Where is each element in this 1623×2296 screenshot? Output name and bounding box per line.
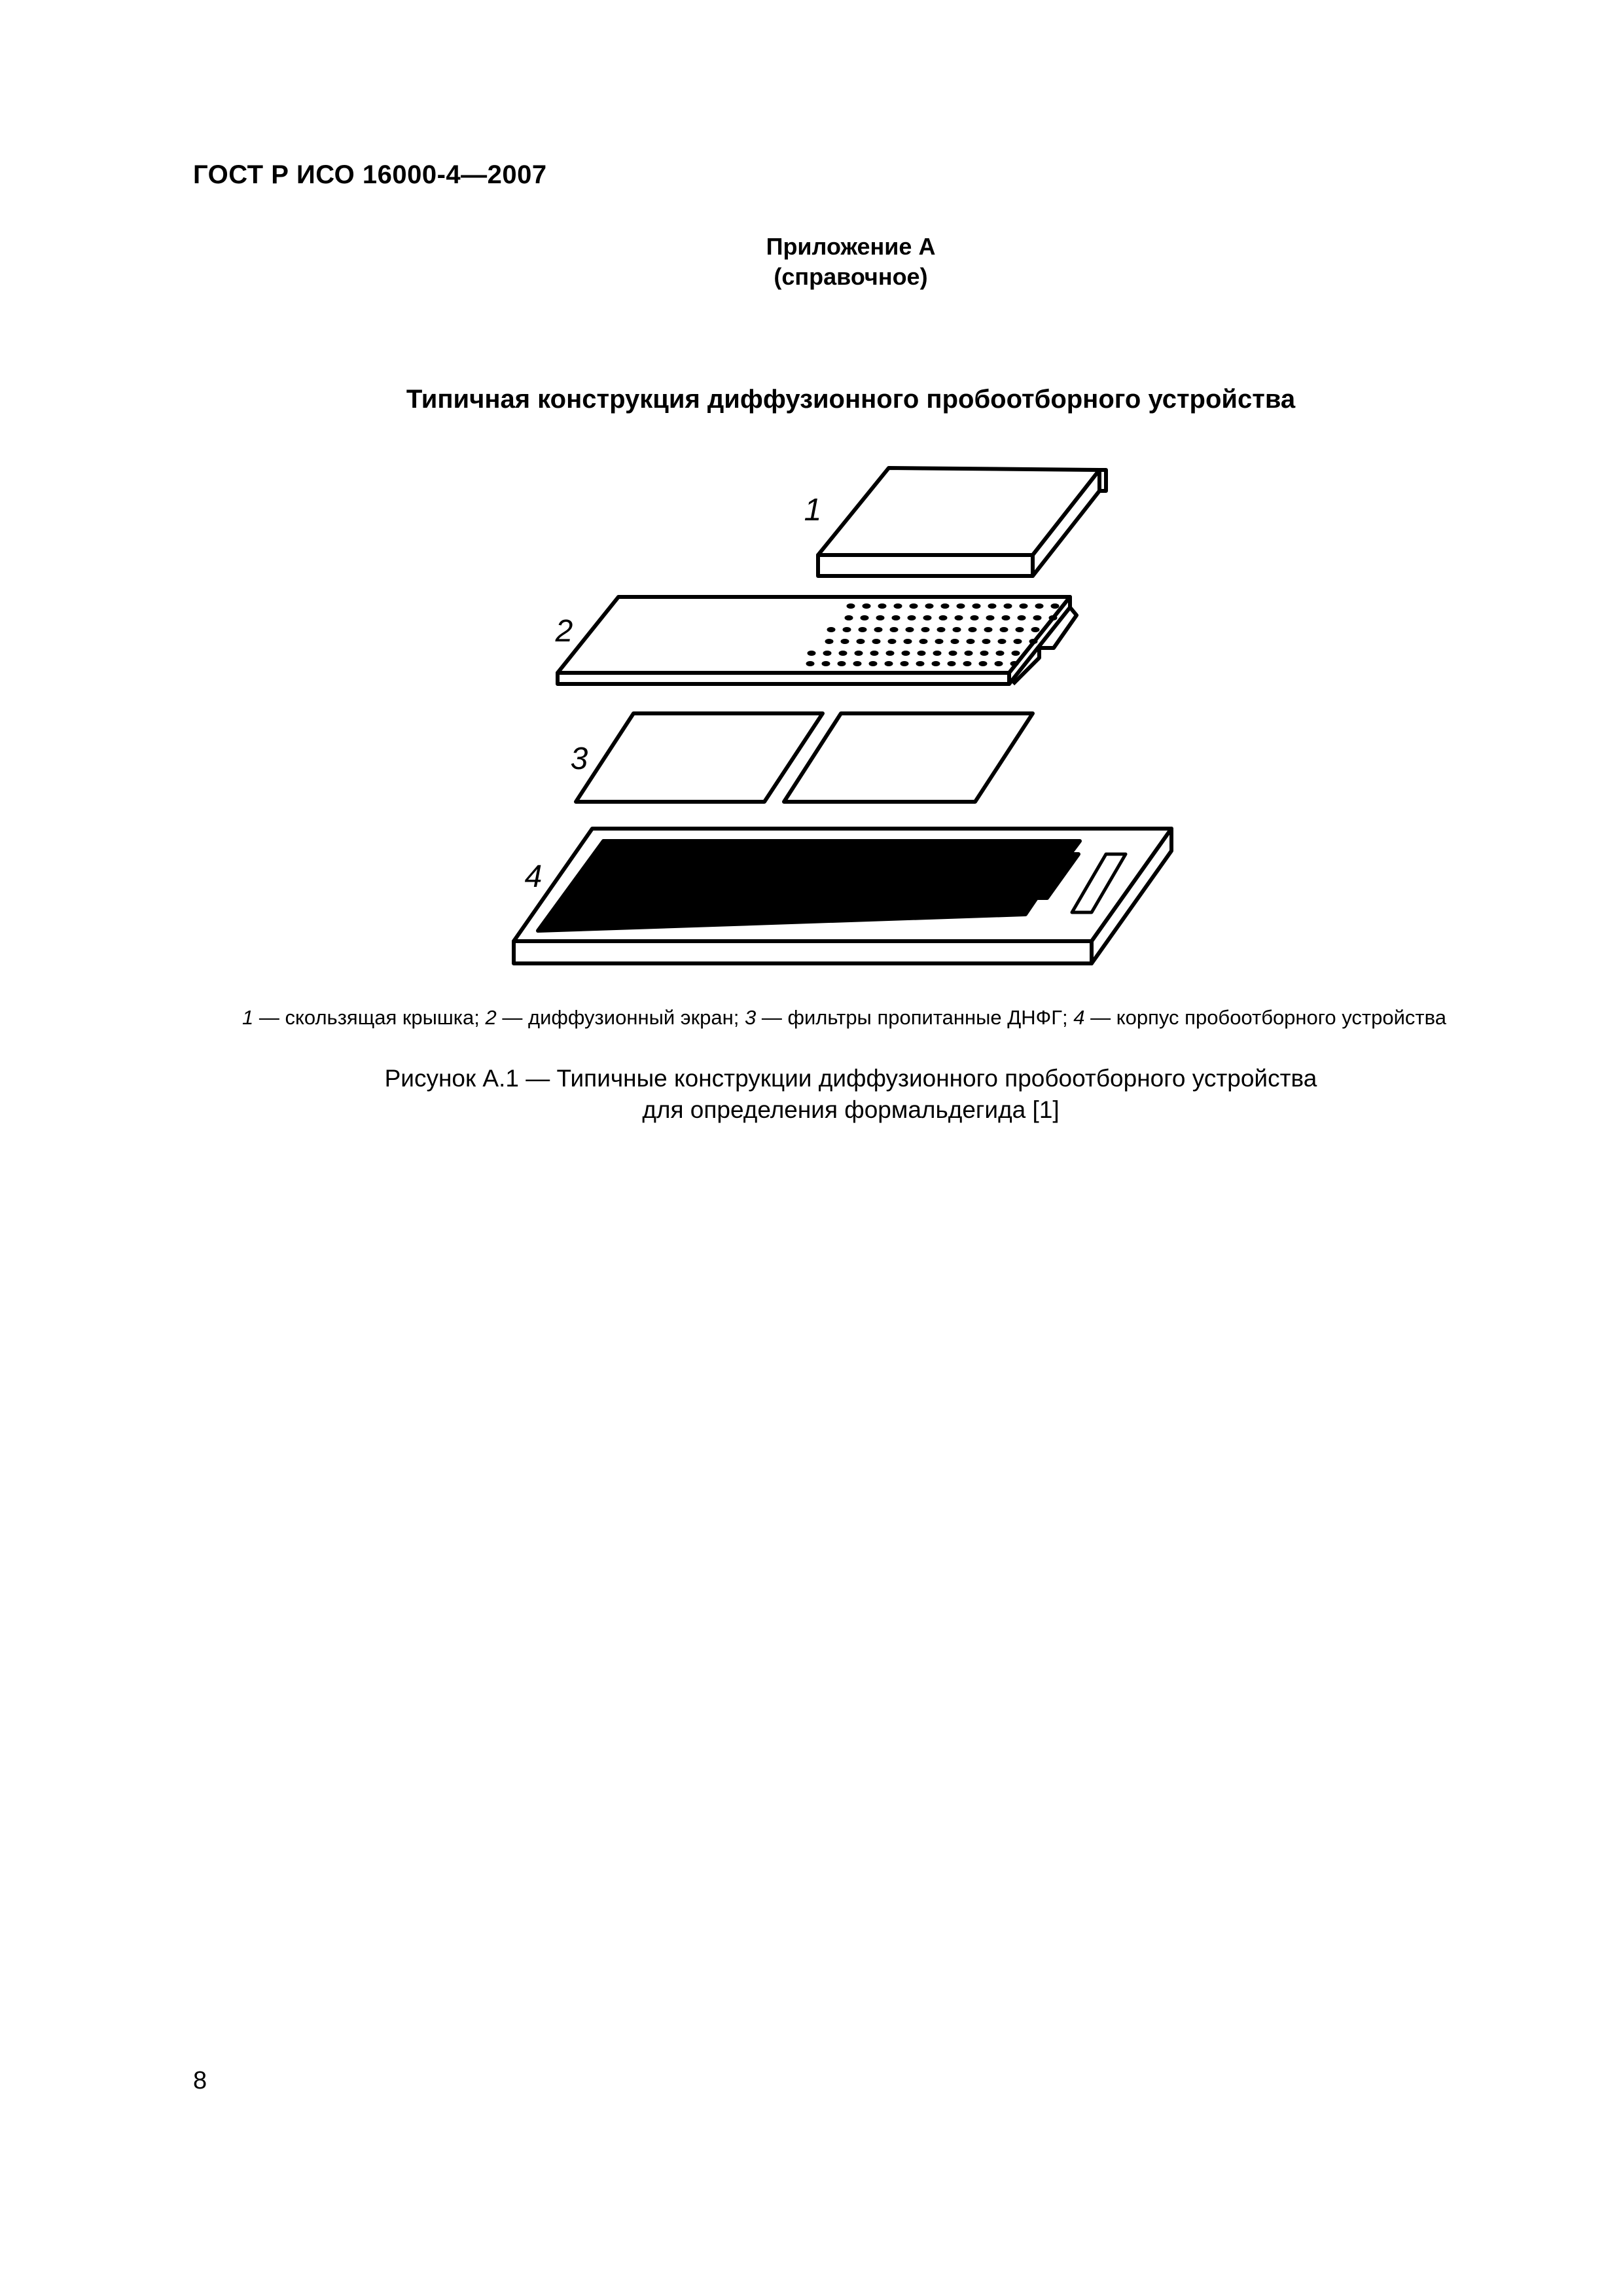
diffusion-hole: [998, 639, 1007, 644]
diffusion-hole: [918, 651, 926, 656]
diffusion-hole: [925, 603, 934, 609]
diffusion-hole: [1020, 603, 1028, 609]
filter-left: [576, 713, 823, 802]
diffusion-hole: [825, 639, 834, 644]
part-4-label: 4: [524, 859, 543, 894]
diffusion-hole: [886, 651, 895, 656]
diffusion-hole: [838, 661, 846, 666]
diffusion-hole: [951, 639, 959, 644]
diffusion-hole: [822, 661, 830, 666]
diffusion-hole: [939, 615, 948, 620]
legend-text-1: — скользящая крышка;: [253, 1006, 486, 1029]
diffusion-hole: [855, 651, 863, 656]
diffusion-hole: [957, 603, 965, 609]
diffusion-hole: [847, 603, 855, 609]
appendix-title: Приложение А: [766, 233, 936, 260]
diffusion-hole: [808, 651, 816, 656]
diffusion-hole: [874, 627, 883, 632]
diffusion-hole: [965, 651, 973, 656]
diffusion-hole: [988, 603, 997, 609]
diffusion-hole: [982, 639, 991, 644]
part-2-label: 2: [555, 614, 573, 649]
diffusion-hole: [949, 651, 957, 656]
diffusion-hole: [1014, 639, 1022, 644]
legend-number-2: 2: [485, 1006, 497, 1029]
diffusion-hole: [1010, 661, 1019, 666]
diffusion-hole: [979, 661, 988, 666]
sliding-lid: [818, 468, 1106, 576]
diffusion-hole: [1000, 627, 1008, 632]
diffusion-hole: [935, 639, 944, 644]
diffusion-hole: [1012, 651, 1020, 656]
legend-text-3: — фильтры пропитанные ДНФГ;: [756, 1006, 1074, 1029]
figure-caption-line-1: Рисунок А.1 — Типичные конструкции диффузионного пробоотборного устройства: [384, 1065, 1317, 1092]
page-number: 8: [193, 2067, 207, 2094]
diffusion-hole: [853, 661, 862, 666]
diffusion-hole: [1049, 615, 1058, 620]
diffusion-hole: [1035, 603, 1044, 609]
diffusion-hole: [908, 615, 916, 620]
section-title: Типичная конструкция диффузионного пробоотборного устройства: [406, 385, 1296, 414]
diffusion-hole: [1051, 603, 1060, 609]
diffusion-hole: [916, 661, 925, 666]
diffusion-hole: [941, 603, 950, 609]
diffusion-hole: [823, 651, 832, 656]
diffusion-hole: [845, 615, 853, 620]
legend-number-3: 3: [745, 1006, 757, 1029]
diffusion-hole: [923, 615, 932, 620]
diffusion-hole: [869, 661, 878, 666]
diffusion-hole: [1033, 615, 1042, 620]
diffusion-hole: [904, 639, 912, 644]
diffusion-hole: [870, 651, 879, 656]
figure-caption-line-2: для определения формальдегида [1]: [642, 1096, 1060, 1123]
diffusion-hole: [971, 615, 979, 620]
diffusion-hole: [806, 661, 815, 666]
diffusion-hole: [839, 651, 847, 656]
legend-number-4: 4: [1073, 1006, 1085, 1029]
diffusion-hole: [963, 661, 972, 666]
diffusion-hole: [919, 639, 928, 644]
legend-number-1: 1: [242, 1006, 254, 1029]
diffusion-hole: [969, 627, 977, 632]
diffusion-hole: [876, 615, 885, 620]
diffusion-hole: [996, 651, 1005, 656]
diffusion-hole: [857, 639, 865, 644]
part-1-label: 1: [804, 493, 822, 528]
diffusion-hole: [953, 627, 961, 632]
dnph-filters: [576, 713, 1033, 802]
diffusion-hole: [972, 603, 981, 609]
filter-right: [784, 713, 1033, 802]
diffusion-hole: [859, 627, 867, 632]
diffusion-hole: [902, 651, 910, 656]
legend-text-2: — диффузионный экран;: [496, 1006, 745, 1029]
diffusion-hole: [1029, 639, 1038, 644]
diffusion-hole: [980, 651, 989, 656]
diffusion-hole: [872, 639, 881, 644]
diffusion-hole: [1002, 615, 1010, 620]
diffusion-hole: [892, 615, 901, 620]
diffusion-hole: [995, 661, 1003, 666]
diffusion-hole: [1031, 627, 1040, 632]
sampler-housing: [514, 829, 1171, 963]
diffusion-hole: [1018, 615, 1026, 620]
diffusion-hole: [843, 627, 851, 632]
diffusion-hole: [910, 603, 918, 609]
figure-legend: [92, 1006, 1597, 1030]
diffusion-hole: [955, 615, 963, 620]
diffusion-hole: [948, 661, 956, 666]
diffusion-hole: [827, 627, 836, 632]
diffusion-hole: [937, 627, 946, 632]
diffusion-hole: [890, 627, 899, 632]
diffusion-hole: [933, 651, 942, 656]
diffusion-hole: [901, 661, 909, 666]
appendix-status: (справочное): [774, 263, 928, 290]
part-3-label: 3: [570, 742, 588, 776]
diffusion-hole: [984, 627, 993, 632]
diffusion-hole: [841, 639, 849, 644]
document-header: ГОСТ Р ИСО 16000-4—2007: [193, 160, 547, 189]
legend-text-4: — корпус пробоотборного устройства: [1084, 1006, 1446, 1029]
diffusion-hole: [921, 627, 930, 632]
diffusion-hole: [885, 661, 893, 666]
diffusion-hole: [888, 639, 897, 644]
diffusion-hole: [967, 639, 975, 644]
diffusion-hole: [986, 615, 995, 620]
diffusion-hole: [861, 615, 869, 620]
sampler-exploded-diagram: [497, 452, 1191, 988]
diffusion-hole: [1004, 603, 1012, 609]
diffusion-hole: [863, 603, 871, 609]
diffusion-hole: [906, 627, 914, 632]
diffusion-hole: [1016, 627, 1024, 632]
diffusion-hole: [894, 603, 902, 609]
diffusion-hole: [932, 661, 940, 666]
diffusion-hole: [878, 603, 887, 609]
